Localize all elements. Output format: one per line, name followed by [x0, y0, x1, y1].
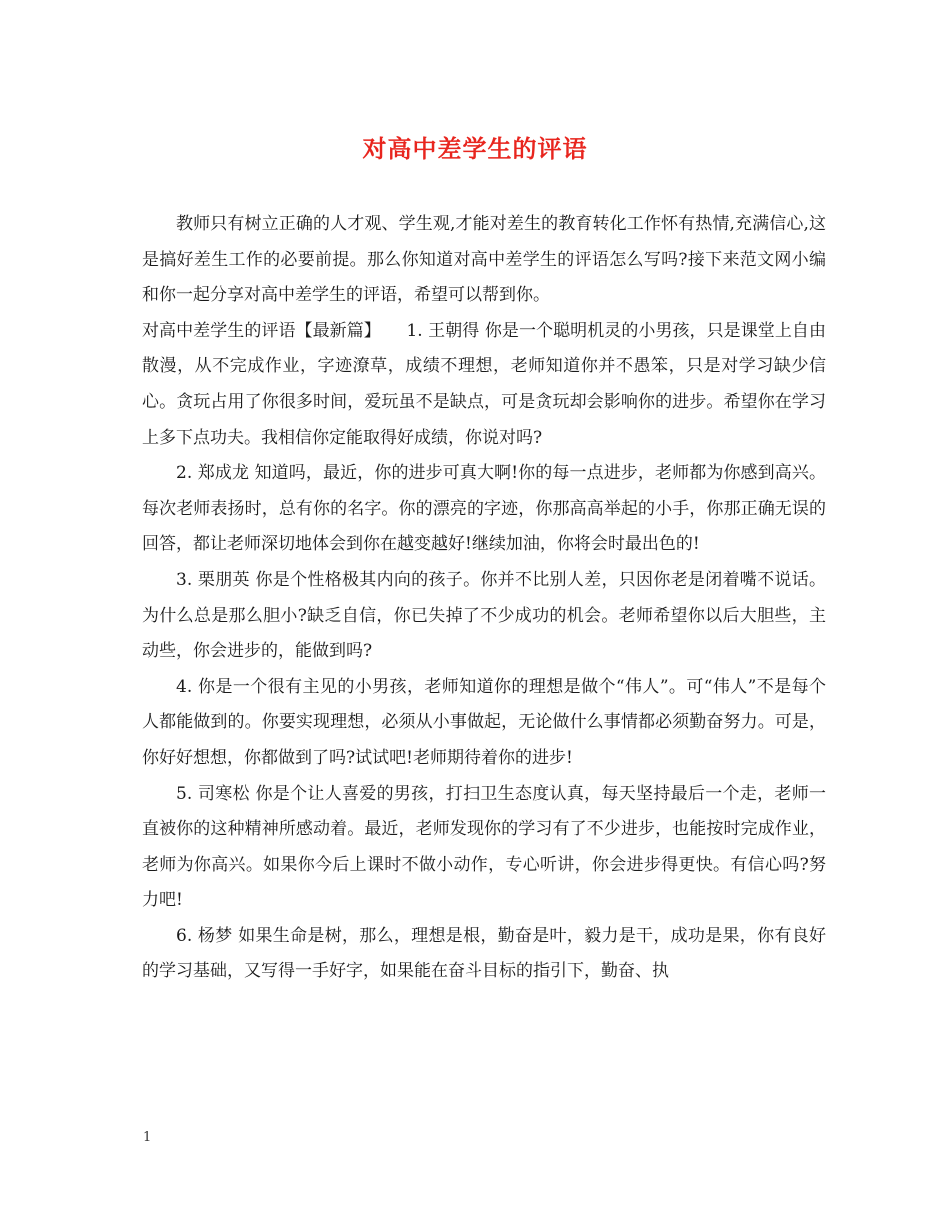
- paragraph-comment-1: 对高中差学生的评语【最新篇】 1. 王朝得 你是一个聪明机灵的小男孩，只是课堂上自由散漫，从不完成作业，字迹潦草，成绩不理想，老师知道你并不愚笨，只是对学习缺少信心。贪玩占用了你很多时间，爱玩虽不是缺点，可是贪玩却会影响你的进步。希望你在学习上多下点功夫。我相信你定能取得好成绩，你说对吗?: [142, 320, 826, 448]
- document-title: 对高中差学生的评语: [362, 134, 588, 163]
- paragraph-comment-2: 2. 郑成龙 知道吗，最近，你的进步可真大啊!你的每一点进步，老师都为你感到高兴。每次老师表扬时，总有你的名字。你的漂亮的字迹，你那高高举起的小手，你那正确无误的回答，都让老师深切地体会到你在越变越好!继续加油，你将会时最出色的!: [142, 463, 826, 555]
- paragraph-comment-3: 3. 栗朋英 你是个性格极其内向的孩子。你并不比别人差，只因你老是闭着嘴不说话。为什么总是那么胆小?缺乏自信，你已失掉了不少成功的机会。老师希望你以后大胆些，主动些，你会进步的，能做到吗?: [142, 569, 826, 662]
- page-number: 1: [143, 1130, 152, 1145]
- paragraph-comment-6: 6. 杨梦 如果生命是树，那么，理想是根，勤奋是叶，毅力是干，成功是果，你有良好的学习基础，又写得一手好字，如果能在奋斗目标的指引下，勤奋、执: [142, 925, 826, 982]
- paragraph-comment-5: 5. 司寒松 你是个让人喜爱的男孩，打扫卫生态度认真，每天坚持最后一个走，老师一直被你的这种精神所感动着。最近，老师发现你的学习有了不少进步，也能按时完成作业，老师为你高兴。如果你今后上课时不做小动作，专心听讲，你会进步得更快。有信心吗?努力吧!: [142, 783, 826, 911]
- paragraph-comment-4: 4. 你是一个很有主见的小男孩，老师知道你的理想是做个“伟人”。可“伟人”不是每个人都能做到的。你要实现理想，必须从小事做起，无论做什么事情都必须勤奋努力。可是，你好好想想，你都做到了吗?试试吧!老师期待着你的进步!: [142, 676, 826, 768]
- paragraph-intro: 教师只有树立正确的人才观、学生观,才能对差生的教育转化工作怀有热情,充满信心,这是搞好差生工作的必要前提。那么你知道对高中差学生的评语怎么写吗?接下来范文网小编和你一起分享对高中差学生的评语，希望可以帮到你。: [142, 214, 826, 306]
- document-body: [142, 207, 826, 990]
